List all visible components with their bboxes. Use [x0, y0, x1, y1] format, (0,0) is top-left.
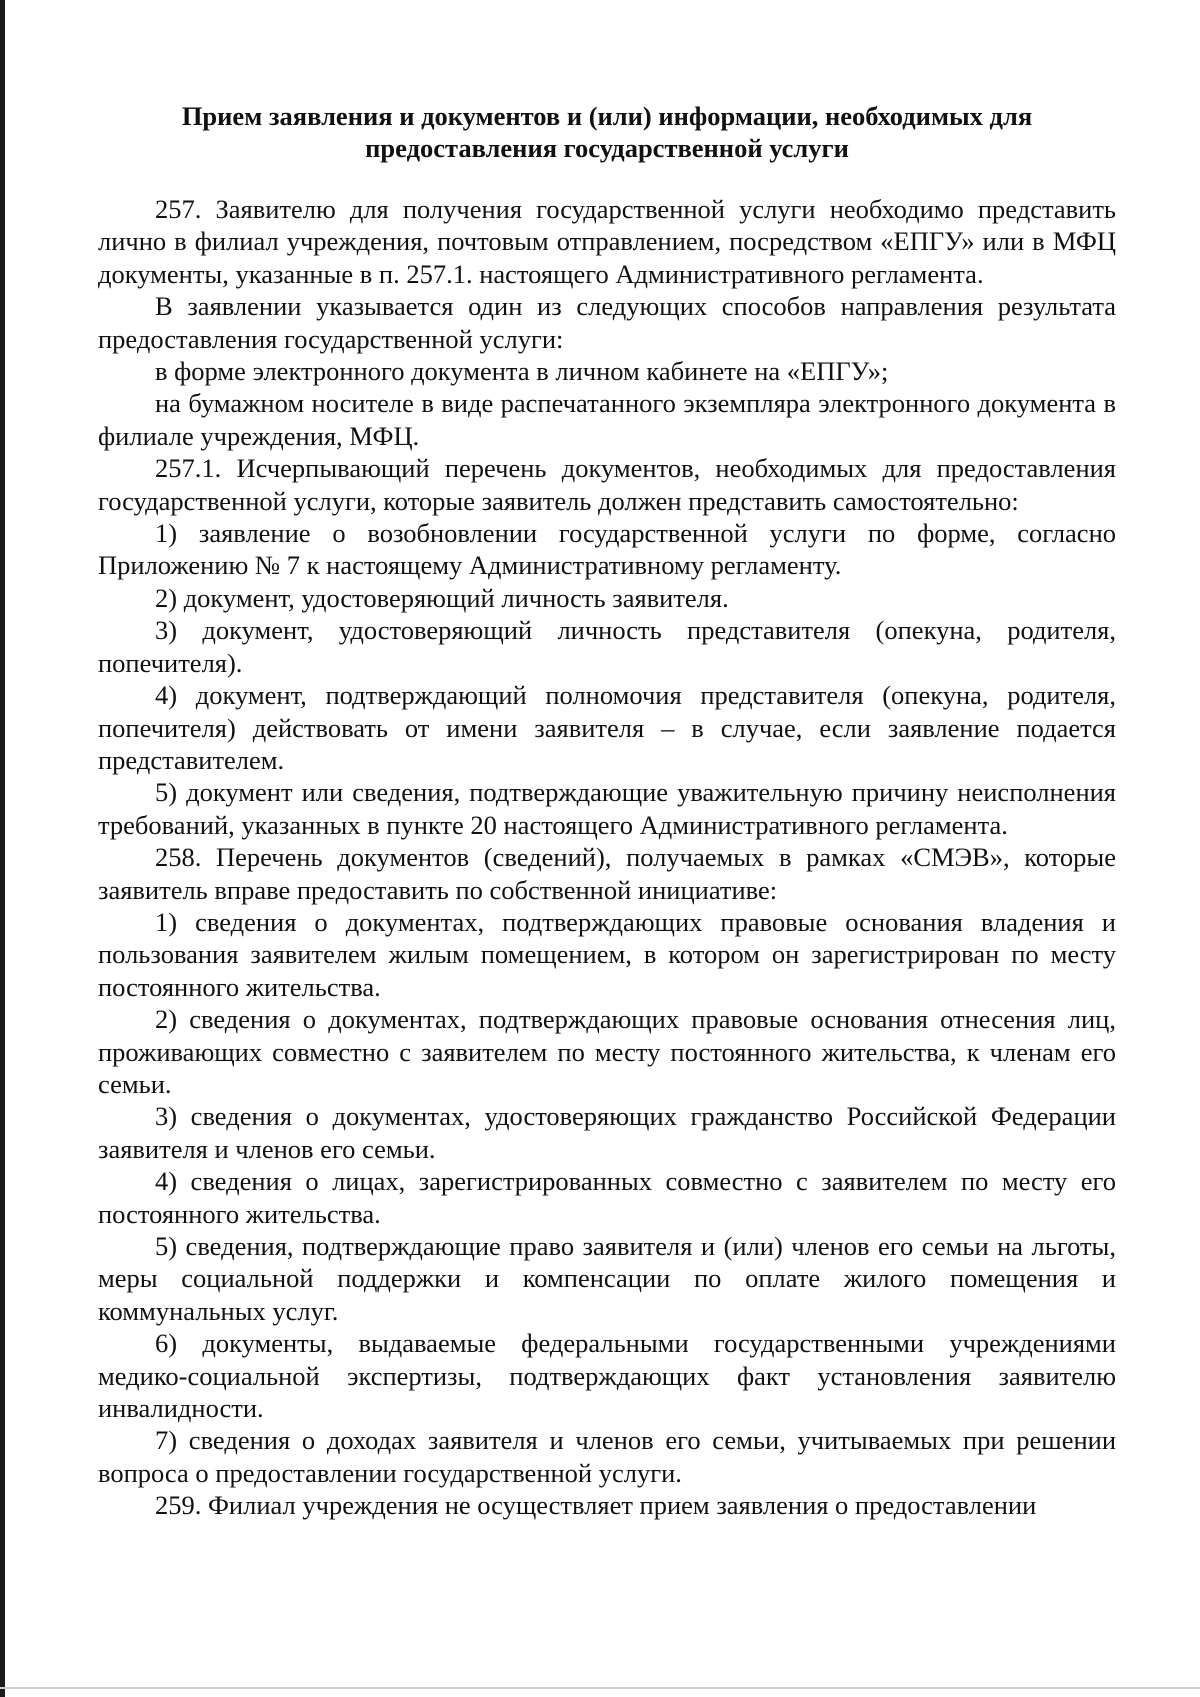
paragraph-257: 257. Заявителю для получения государственной услуги необходимо представить лично в филиал учреждения, почтовым отправлением, посредством «ЕПГУ» или в МФЦ документы, указанные в п. 257.1. настоящего Административного регламента. — [98, 194, 1116, 289]
list-item-257-1-2: 2) документ, удостоверяющий личность заявителя. — [155, 582, 729, 613]
paragraph-257-1: 257.1. Исчерпывающий перечень документов, необходимых для предоставления государственной услуги, которые заявитель должен представить самостоятельно: — [98, 453, 1116, 516]
list-item-257-1-3: 3) документ, удостоверяющий личность представителя (опекуна, родителя, попечителя). — [98, 615, 1116, 678]
paragraph-259: 259. Филиал учреждения не осуществляет прием заявления о предоставлении — [155, 1490, 1037, 1521]
list-item-257-1-1: 1) заявление о возобновлении государственной услуги по форме, согласно Приложению № 7 к настоящему Административному регламенту. — [98, 518, 1116, 581]
list-item-258-2: 2) сведения о документах, подтверждающих правовые основания отнесения лиц, проживающих совместно с заявителем по месту постоянного жительства, к членам его семьи. — [98, 1004, 1116, 1099]
document-page — [98, 100, 1116, 1522]
list-item-258-5: 5) сведения, подтверждающие право заявителя и (или) членов его семьи на льготы, меры социальной поддержки и компенсации по оплате жилого помещения и коммунальных услуг. — [98, 1231, 1116, 1326]
list-item-258-1: 1) сведения о документах, подтверждающих правовые основания владения и пользования заявителем жилым помещением, в котором он зарегистрирован по месту постоянного жительства. — [98, 906, 1116, 1002]
list-item-258-6: 6) документы, выдаваемые федеральными государственными учреждениями медико-социальной экспертизы, подтверждающих факт установления заявителю инвалидности. — [98, 1328, 1116, 1424]
section-title-line-1: Прием заявления и документов и (или) информации, необходимых для — [181, 101, 1033, 131]
list-item-258-3: 3) сведения о документах, удостоверяющих гражданство Российской Федерации заявителя и членов его семьи. — [98, 1101, 1116, 1164]
section-title — [98, 100, 1116, 164]
section-title-line-2: предоставления государственной услуги — [365, 133, 849, 163]
paragraph-method-electronic: в форме электронного документа в личном кабинете на «ЕПГУ»; — [155, 356, 889, 387]
list-item-258-7: 7) сведения о доходах заявителя и членов его семьи, учитываемых при решении вопроса о предоставлении государственной услуги. — [98, 1425, 1116, 1488]
list-item-257-1-5: 5) документ или сведения, подтверждающие уважительную причину неисполнения требований, указанных в пункте 20 настоящего Административного регламента. — [98, 777, 1116, 840]
scan-bottom-edge — [0, 1687, 1200, 1689]
paragraph-258: 258. Перечень документов (сведений), получаемых в рамках «СМЭВ», которые заявитель вправе предоставить по собственной инициативе: — [98, 842, 1116, 905]
list-item-258-4: 4) сведения о лицах, зарегистрированных совместно с заявителем по месту его постоянного жительства. — [98, 1166, 1116, 1229]
paragraph-method-paper: на бумажном носителе в виде распечатанного экземпляра электронного документа в филиале учреждения, МФЦ. — [98, 388, 1116, 451]
list-item-257-1-4: 4) документ, подтверждающий полномочия представителя (опекуна, родителя, попечителя) действовать от имени заявителя – в случае, если заявление подается представителем. — [98, 680, 1116, 775]
scan-left-edge — [0, 0, 5, 1697]
paragraph-result-methods: В заявлении указывается один из следующих способов направления результата предоставления государственной услуги: — [98, 291, 1116, 354]
